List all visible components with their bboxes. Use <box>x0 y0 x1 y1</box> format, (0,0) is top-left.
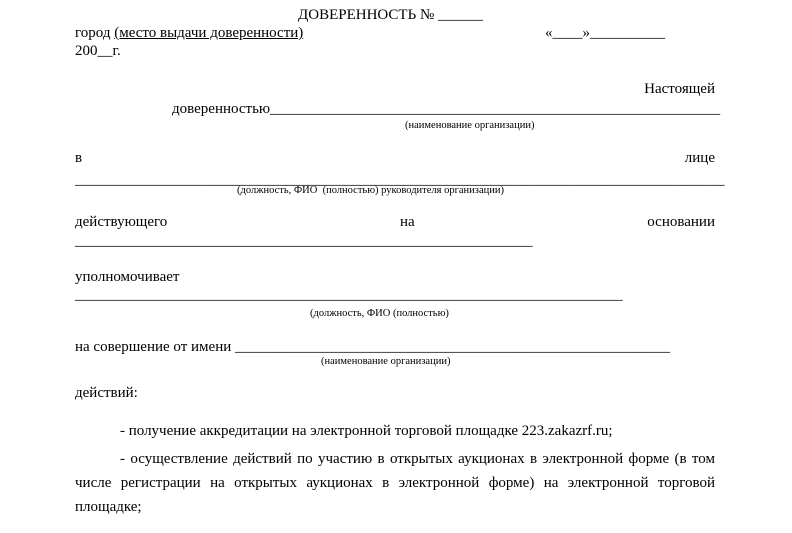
basis-blank: _____________________________________________________________ <box>75 233 533 249</box>
on-behalf-line <box>75 338 670 356</box>
list-item-participation: - осуществление действий по участию в открытых аукционах в электронной форме (в том числе регистрации на открытых аукционах в электронной форме) на электронной торговой площадке; <box>75 451 715 515</box>
year-field: 200__г. <box>75 43 121 59</box>
basis-word-basis: основании <box>647 214 715 230</box>
intro-word-doverennostyu: доверенностью <box>172 101 271 117</box>
representative-blank: _________________________________________________________________________ <box>75 287 623 303</box>
intro-line <box>172 100 720 118</box>
date-field: «____»__________ <box>545 25 665 41</box>
organization-blank: ____________________________________________________________ <box>270 101 721 117</box>
document-title: ДОВЕРЕННОСТЬ № ______ <box>298 7 484 23</box>
city-line <box>75 24 303 42</box>
person-row-right: лице <box>684 150 715 166</box>
person-row <box>75 149 715 167</box>
representative-caption: (должность, ФИО (полностью) <box>310 308 449 319</box>
city-placeholder: (место выдачи доверенности) <box>114 25 304 41</box>
on-behalf-blank: __________________________________________________________ <box>231 339 671 355</box>
actions-label: действий: <box>75 385 138 401</box>
person-row-left: в <box>75 150 83 166</box>
basis-word-acting: действующего <box>75 214 168 230</box>
basis-row <box>75 213 715 231</box>
list-item-accreditation: - получение аккредитации на электронной торговой площадке 223.zakazrf.ru; <box>120 423 613 439</box>
on-behalf-caption: (наименование организации) <box>321 356 451 367</box>
city-prefix: город <box>75 25 115 41</box>
on-behalf-label: на совершение от имени <box>75 339 232 355</box>
head-person-caption: (должность, ФИО (полностью) руководителя организации) <box>237 185 504 196</box>
organization-caption: (наименование организации) <box>405 120 535 131</box>
authorizes-label: уполномочивает <box>75 269 180 285</box>
basis-word-on: на <box>399 214 415 230</box>
intro-word-nastoyashchey: Настоящей <box>644 81 715 97</box>
head-person-blank: _________________________________________________________________________________________ <box>75 172 725 188</box>
